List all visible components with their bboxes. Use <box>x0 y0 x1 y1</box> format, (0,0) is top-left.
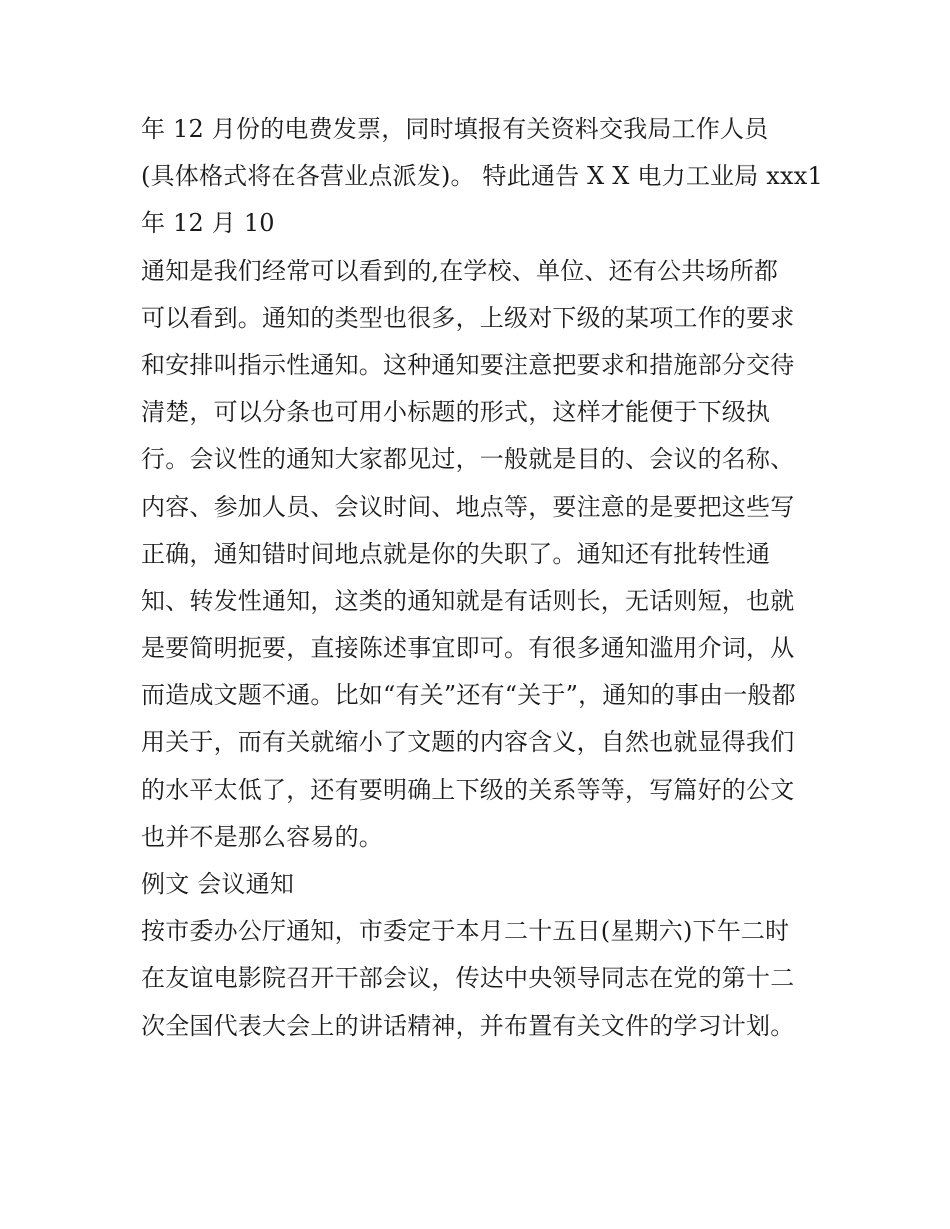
text-line: 用关于，而有关就缩小了文题的内容含义，自然也就显得我们 <box>141 728 795 757</box>
text-line: 正确，通知错时间地点就是你的失职了。通知还有批转性通 <box>141 539 771 568</box>
text-line: 可以看到。通知的类型也很多，上级对下级的某项工作的要求 <box>141 303 795 332</box>
text-line: 行。会议性的通知大家都见过，一般就是目的、会议的名称、 <box>141 445 795 474</box>
text-line: 按市委办公厅通知，市委定于本月二十五日(星期六)下午二时 <box>141 917 790 946</box>
text-line: 是要简明扼要，直接陈述事宜即可。有很多通知滥用介词，从 <box>141 634 795 663</box>
text-line: 而造成文题不通。比如“有关”还有“关于”，通知的事由一般都 <box>141 681 796 710</box>
section-heading: 例文 会议通知 <box>141 870 295 898</box>
text-line: 通知是我们经常可以看到的,在学校、单位、还有公共场所都 <box>141 256 779 285</box>
text-line: 知、转发性通知，这类的通知就是有话则长，无话则短，也就 <box>141 586 795 615</box>
text-line: 也并不是那么容易的。 <box>141 822 383 851</box>
text-line: 和安排叫指示性通知。这种通知要注意把要求和措施部分交待 <box>141 350 795 379</box>
text-line: 在友谊电影院召开干部会议，传达中央领导同志在党的第十二 <box>141 964 795 993</box>
text-line: 次全国代表大会上的讲话精神，并布置有关文件的学习计划。 <box>141 1011 795 1040</box>
text-line: 的水平太低了，还有要明确上下级的关系等等，写篇好的公文 <box>141 775 795 804</box>
document-body <box>141 106 821 1050</box>
text-line: 年 12 月 10 <box>141 209 275 238</box>
text-line: (具体格式将在各营业点派发)。 特此通告 X X 电力工业局 xxx1 <box>141 162 823 191</box>
text-line: 年 12 月份的电费发票，同时填报有关资料交我局工作人员 <box>141 115 769 143</box>
text-line: 内容、参加人员、会议时间、地点等，要注意的是要把这些写 <box>141 492 795 521</box>
text-line: 清楚，可以分条也可用小标题的形式，这样才能便于下级执 <box>141 398 771 427</box>
